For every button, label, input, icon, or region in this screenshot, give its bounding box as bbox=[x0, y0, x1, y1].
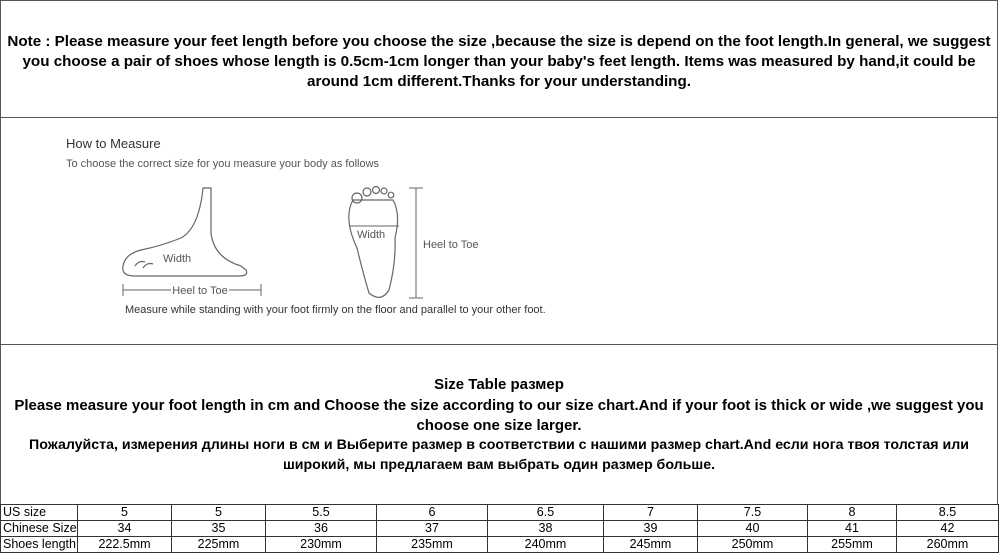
table-cell: 245mm bbox=[604, 537, 698, 553]
size-instructions-russian: Пожалуйста, измерения длины ноги в см и Выберите размер в соответствии с нашими размер chart.And если нога твоя толстая или широкий, мы предлагаем вам выбрать один размер больше. bbox=[29, 437, 969, 473]
table-row-us-size bbox=[1, 505, 999, 521]
table-cell: 5 bbox=[172, 505, 266, 521]
table-cell: 8 bbox=[808, 505, 897, 521]
table-cell: 36 bbox=[266, 521, 377, 537]
table-row-shoes-length bbox=[1, 537, 999, 553]
note-text: Note : Please measure your feet length before you choose the size ,because the size is depend on the foot length.In general, we suggest you choose a pair of shoes whose length is 0.5cm-1cm longer than your baby's feet length. Items was measured by hand,it could be around 1cm different.Thanks for your understanding. bbox=[7, 33, 991, 90]
table-cell: 7 bbox=[604, 505, 698, 521]
table-cell: 260mm bbox=[897, 537, 999, 553]
top-foot-icon bbox=[349, 187, 398, 298]
table-cell: 40 bbox=[698, 521, 808, 537]
table-cell: 240mm bbox=[488, 537, 604, 553]
side-width-label: Width bbox=[163, 253, 192, 265]
side-length-label: Heel to Toe bbox=[172, 285, 228, 297]
how-to-measure-title: How to Measure bbox=[66, 136, 161, 151]
table-cell: 235mm bbox=[377, 537, 488, 553]
table-cell: 34 bbox=[78, 521, 172, 537]
measure-caption: Measure while standing with your foot firmly on the floor and parallel to your other foot. bbox=[125, 304, 546, 316]
table-cell: 8.5 bbox=[897, 505, 999, 521]
how-to-measure-subtitle: To choose the correct size for you measure your body as follows bbox=[66, 158, 380, 170]
top-length-label: Heel to Toe bbox=[423, 239, 479, 251]
table-cell: 38 bbox=[488, 521, 604, 537]
table-cell: 41 bbox=[808, 521, 897, 537]
size-table-title: Size Table размер bbox=[434, 376, 564, 393]
table-cell: 250mm bbox=[698, 537, 808, 553]
size-table bbox=[0, 504, 999, 553]
table-cell: 5 bbox=[78, 505, 172, 521]
table-cell: 225mm bbox=[172, 537, 266, 553]
row-header: Chinese Size bbox=[1, 521, 78, 537]
row-header: Shoes length bbox=[1, 537, 78, 553]
table-cell: 5.5 bbox=[266, 505, 377, 521]
table-cell: 230mm bbox=[266, 537, 377, 553]
table-cell: 255mm bbox=[808, 537, 897, 553]
table-cell: 37 bbox=[377, 521, 488, 537]
note-section bbox=[0, 0, 998, 118]
table-row-chinese-size bbox=[1, 521, 999, 537]
table-cell: 39 bbox=[604, 521, 698, 537]
table-cell: 6 bbox=[377, 505, 488, 521]
size-table-section bbox=[0, 344, 998, 505]
table-cell: 35 bbox=[172, 521, 266, 537]
top-width-label: Width bbox=[357, 229, 386, 241]
table-cell: 6.5 bbox=[488, 505, 604, 521]
foot-measure-illustration bbox=[111, 178, 511, 303]
table-cell: 222.5mm bbox=[78, 537, 172, 553]
table-cell: 42 bbox=[897, 521, 999, 537]
how-to-measure-section bbox=[0, 117, 998, 345]
table-cell: 7.5 bbox=[698, 505, 808, 521]
row-header: US size bbox=[1, 505, 78, 521]
size-instructions-english: Please measure your foot length in cm and Choose the size according to our size chart.And if your foot is thick or wide ,we suggest you choose one size larger. bbox=[14, 397, 984, 434]
